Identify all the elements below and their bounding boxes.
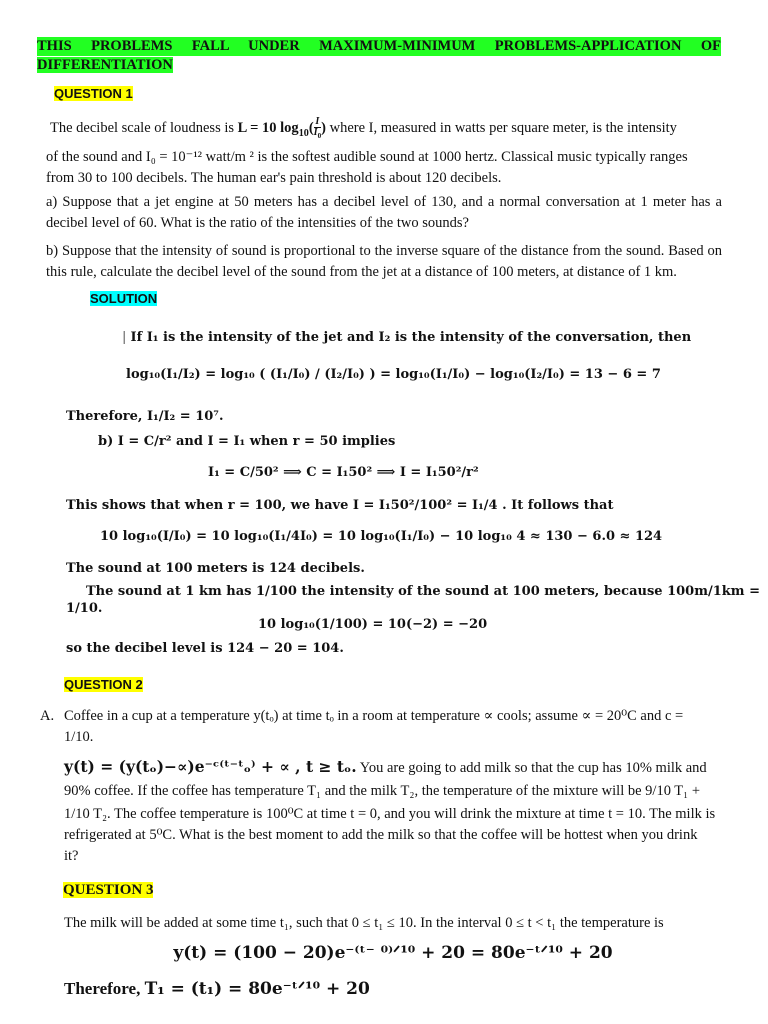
solution-line-10: 1/10. <box>66 601 103 616</box>
question-2-line-2: 1/10. <box>64 729 94 745</box>
question-2-label: A. <box>40 708 55 724</box>
question-2-body: Coffee in a cup at a temperature y(tₒ) at time tₒ in a room at temperature ∝ cools; assume ∝ = 20⁰C and c = 1/10. y(t) = (y(tₒ)−∝)e⁻ᶜ⁽ᵗ⁻ᵗₒ⁾ + ∝ , t ≥ tₒ. You are going to add milk so that the cup has 10% milk and 90% coffee. If the coffee has temperature T₁ and the milk T₂, the temperature of the mixture will be 9/10 T₁ + 1/10 T₂. The coffee temperature is 100⁰C at time t = 0, and you will drink the mixture at time t = 10. The milk is refrigerated at 5⁰C. What is the best moment to add the milk so that the coffee will be hottest when you drink it? <box>64 706 722 867</box>
question-1-part-b: b) Suppose that the intensity of sound is proportional to the inverse square of the distance from the sound. Based on this rule, calculate the decibel level of the sound from the jet at a distance of 100 meters, at distance of 1 km. <box>46 243 722 280</box>
solution-line-6: This shows that when r = 100, we have I = I₁50²/100² = I₁/4 . It follows that <box>66 498 614 513</box>
question-2-line-4: 90% coffee. If the coffee has temperature T₁ and the milk T₂, the temperature of the mixture will be 9/10 T₁ + <box>64 783 701 799</box>
header-line-1: THIS PROBLEMS FALL UNDER MAXIMUM-MINIMUM PROBLEMS-APPLICATION OF <box>37 38 721 54</box>
question-3-title: QUESTION 3 <box>63 882 154 898</box>
header-line-2: DIFFERENTIATION <box>37 57 173 73</box>
solution-line-5: I₁ = C/50² ⟹ C = I₁50² ⟹ I = I₁50²/r² <box>208 465 479 480</box>
question-1-intro: The decibel scale of loudness is L = 10 $\log_{10}$( $\frac{I}{I_0}$ ) where I, measured in watts per square meter, is the intensity of the sound and I₀ = 10⁻¹² watt/m ² is the softest audible sound at 1000 hertz. Classical music typically ranges from 30 to 100 decibels. The human ear's pain threshold is about 120 decibels. <box>46 117 722 189</box>
solution-line-4: b) I = C/r² and I = I₁ when r = 50 implies <box>98 434 396 449</box>
question-3-line-3: Therefore, T₁ = (t₁) = 80e⁻ᵗᐟ¹⁰ + 20 <box>64 979 370 999</box>
solution-title: SOLUTION <box>90 291 158 306</box>
question-2-line-5: 1/10 T₂. The coffee temperature is 100⁰C at time t = 0, and you will drink the mixture at time t = 10. The milk is <box>64 806 716 822</box>
question-1-line-2: of the sound and I₀ = 10⁻¹² watt/m ² is the softest audible sound at 1000 hertz. Classical music typically ranges <box>46 148 688 165</box>
solution-line-2: log₁₀(I₁/I₂) = log₁₀ ( (I₁/I₀) / (I₂/I₀) ) = log₁₀(I₁/I₀) − log₁₀(I₂/I₀) = 13 − 6 = 7 <box>126 367 661 382</box>
solution-line-1: | If I₁ is the intensity of the jet and I₂ is the intensity of the conversation, then <box>122 330 692 345</box>
cooling-formula: y(t) = (y(tₒ)−∝)e⁻ᶜ⁽ᵗ⁻ᵗₒ⁾ + ∝ , t ≥ tₒ. <box>64 757 357 776</box>
question-3-line-1: The milk will be added at some time t₁, such that 0 ≤ t₁ ≤ 10. In the interval 0 ≤ t < t₁ the temperature is <box>64 915 664 931</box>
loudness-formula: L = 10 $\log_{10}$( $\frac{I}{I_0}$ ) <box>237 116 326 141</box>
solution-line-9: The sound at 1 km has 1/100 the intensity of the sound at 100 meters, because 100m/1km = <box>86 584 760 599</box>
question-1-title: QUESTION 1 <box>54 86 133 101</box>
solution-line-7: 10 log₁₀(I/I₀) = 10 log₁₀(I₁/4I₀) = 10 log₁₀(I₁/I₀) − 10 log₁₀ 4 ≈ 130 − 6.0 ≈ 124 <box>100 529 663 544</box>
solution-line-11: 10 log₁₀(1/100) = 10(−2) = −20 <box>258 617 488 632</box>
question-2-line-7: it? <box>64 848 79 864</box>
question-3-equation: y(t) = (100 − 20)e⁻⁽ᵗ⁻ ⁰⁾ᐟ¹⁰ + 20 = 80e⁻ᵗᐟ¹⁰ + 20 <box>173 943 613 963</box>
question-2-line-1: Coffee in a cup at a temperature y(tₒ) at time tₒ in a room at temperature ∝ cools; assume ∝ = 20⁰C and c = <box>64 708 684 724</box>
solution-line-3: Therefore, I₁/I₂ = 10⁷. <box>66 409 224 424</box>
question-2-line-6: refrigerated at 5⁰C. What is the best moment to add the milk so that the coffee will be hottest when you drink <box>64 827 698 843</box>
solution-line-8: The sound at 100 meters is 124 decibels. <box>66 561 365 576</box>
question-2-title: QUESTION 2 <box>64 677 143 692</box>
solution-line-12: so the decibel level is 124 − 20 = 104. <box>66 641 344 656</box>
document-header <box>37 37 721 75</box>
question-1-part-a: a) Suppose that a jet engine at 50 meters has a decibel level of 130, and a normal conversation at 1 meter has a decibel level of 60. What is the ratio of the intensities of the two sounds? <box>46 194 722 231</box>
question-1-line-3: from 30 to 100 decibels. The human ear's pain threshold is about 120 decibels. <box>46 169 502 186</box>
